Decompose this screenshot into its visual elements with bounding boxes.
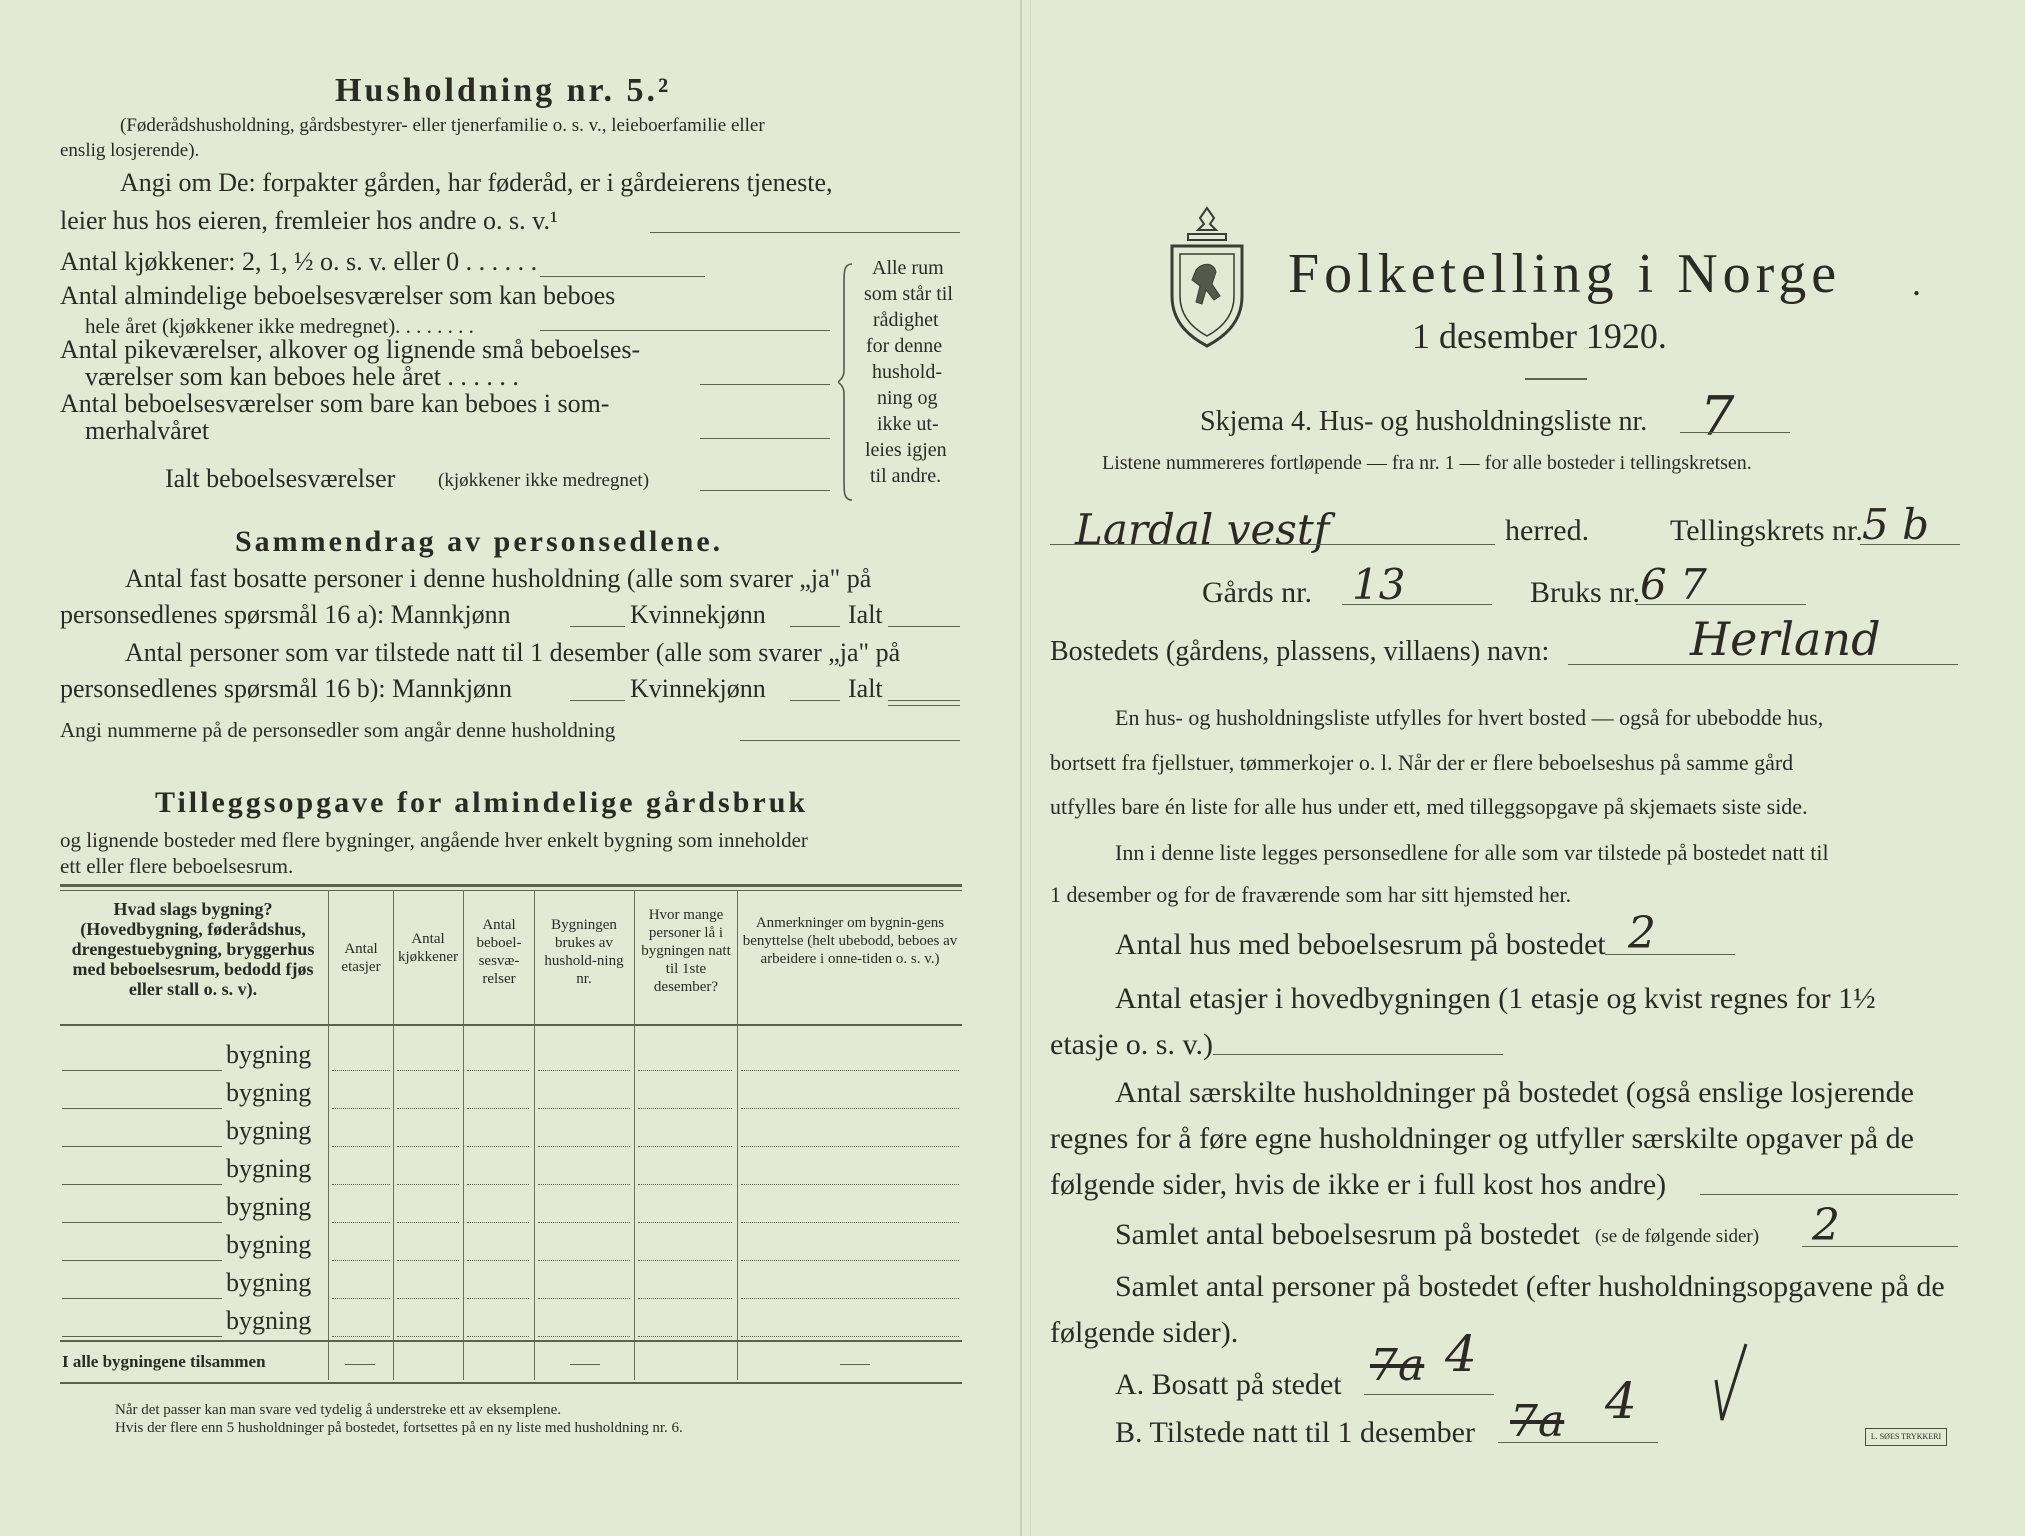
- almindelige-line: [540, 330, 830, 331]
- bracket-text-1: Alle rum: [872, 257, 944, 279]
- bosted-label: Bostedets (gårdens, plassens, villaens) navn:: [1050, 636, 1550, 667]
- kjokkener-line: [540, 276, 705, 277]
- samlet-rum-note: (se de følgende sider): [1595, 1226, 1760, 1247]
- table-cell-line: [397, 1260, 459, 1261]
- table-row-blank: [62, 1222, 222, 1223]
- table-row-blank: [62, 1146, 222, 1147]
- table-cell-line: [467, 1336, 529, 1337]
- skjema-line: [1680, 432, 1790, 433]
- fast-ialt-label: Ialt: [848, 600, 883, 629]
- tilstede-value: 4: [1605, 1372, 1637, 1430]
- saerskilte-line: [1700, 1194, 1958, 1195]
- p1-line3: utfylles bare én liste for alle hus under ett, med tilleggsopgave på skjemaets siste side.: [1050, 794, 1808, 819]
- footnote-2: Hvis der flere enn 5 husholdninger på bostedet, fortsettes på en ny liste med husholdning nr. 6.: [115, 1420, 683, 1436]
- table-row-label: bygning: [226, 1306, 312, 1335]
- check-mark-icon: [1712, 1340, 1752, 1430]
- ialt-label: Ialt beboelsesværelser: [165, 464, 396, 493]
- skjema-value: 7: [1700, 385, 1735, 448]
- ialt-line: [700, 490, 830, 491]
- table-row-label: bygning: [226, 1192, 312, 1221]
- fast-ialt-line: [888, 626, 960, 627]
- pike-line1: Antal pikeværelser, alkover og lignende små beboelses-: [60, 335, 641, 364]
- coat-of-arms-icon: [1162, 200, 1252, 350]
- bracket-text-4: for denne: [866, 335, 943, 357]
- samlet-rum-line: [1802, 1246, 1958, 1247]
- table-row-label: bygning: [226, 1078, 312, 1107]
- table-cell-line: [741, 1222, 959, 1223]
- table-cell-line: [538, 1070, 630, 1071]
- fast-kvinne-label: Kvinnekjønn: [630, 600, 766, 629]
- household-note-line1: (Føderådshusholdning, gårdsbestyrer- eller tjenerfamilie o. s. v., leieboerfamilie eller: [120, 115, 765, 136]
- bracket-text-3: rådighet: [873, 309, 939, 331]
- table-cell-line: [467, 1222, 529, 1223]
- bracket-text-7: ikke ut-: [877, 413, 939, 435]
- bosted-line: [1568, 664, 1958, 665]
- table-cell-line: [397, 1184, 459, 1185]
- tilstede-line1: Antal personer som var tilstede natt til 1 desember (alle som svarer „ja" på: [125, 638, 901, 667]
- ialt-note: (kjøkkener ikke medregnet): [438, 470, 650, 491]
- title-dot: .: [1912, 263, 1921, 303]
- sommer-line: [700, 438, 830, 439]
- table-cell-line: [638, 1108, 732, 1109]
- table-cell-line: [538, 1108, 630, 1109]
- sammendrag-title: Sammendrag av personsedlene.: [235, 525, 724, 558]
- table-cell-line: [538, 1222, 630, 1223]
- col-divider-6: [737, 890, 738, 1380]
- table-row-label: bygning: [226, 1154, 312, 1183]
- saerskilte-line2: regnes for å føre egne husholdninger og utfyller særskilte opgaver på de: [1050, 1122, 1914, 1155]
- census-title: Folketelling i Norge: [1288, 243, 1842, 305]
- table-cell-line: [741, 1298, 959, 1299]
- bracket-brace: [838, 262, 858, 502]
- table-cell-line: [397, 1336, 459, 1337]
- table-cell-line: [638, 1146, 732, 1147]
- fast-line2: personsedlenes spørsmål 16 a): Mannkjønn: [60, 600, 511, 629]
- col-divider-2: [393, 890, 394, 1380]
- header-beboelsesvaerelser: Antal beboel-sesvæ-relser: [476, 917, 522, 987]
- tilstede-struck: 7a: [1510, 1396, 1565, 1447]
- bruks-line: [1636, 604, 1806, 605]
- pike-line2: værelser som kan beboes hele året . . . . . .: [85, 362, 519, 391]
- skjema-label: Skjema 4. Hus- og husholdningsliste nr.: [1200, 406, 1648, 437]
- table-total-rule: [60, 1340, 962, 1342]
- tilstede-ialt-line-double: [888, 705, 960, 706]
- fast-kvinne-line: [790, 626, 840, 627]
- table-cell-line: [741, 1070, 959, 1071]
- header-building-type-text: Hvad slags bygning? (Hovedbygning, føderådshus, drengestuebygning, bryggerhus med beboelsesrum, bedodd fjøs eller stall o. s. v).: [71, 899, 315, 999]
- table-cell-line: [638, 1336, 732, 1337]
- table-bottom-rule: [60, 1382, 962, 1384]
- table-cell-line: [741, 1336, 959, 1337]
- table-row-blank: [62, 1184, 222, 1185]
- table-cell-line: [638, 1260, 732, 1261]
- table-cell-line: [538, 1260, 630, 1261]
- saerskilte-line1: Antal særskilte husholdninger på bostedet (også enslige losjerende: [1115, 1076, 1914, 1109]
- antal-hus-label: Antal hus med beboelsesrum på bostedet: [1115, 928, 1606, 961]
- header-kjokkener: Antal kjøkkener: [398, 931, 458, 965]
- table-cell-line: [538, 1146, 630, 1147]
- table-cell-line: [332, 1184, 390, 1185]
- table-header-rule: [60, 1024, 962, 1026]
- col-divider-5: [634, 890, 635, 1380]
- angi-line1: Angi om De: forpakter gården, har føderåd, er i gårdeierens tjeneste,: [120, 168, 833, 197]
- bosatt-label: A. Bosatt på stedet: [1115, 1368, 1342, 1401]
- table-cell-line: [332, 1070, 390, 1071]
- table-cell-line: [638, 1222, 732, 1223]
- nummerne-label: Angi nummerne på de personsedler som angår denne husholdning: [60, 718, 616, 742]
- col-divider-3: [463, 890, 464, 1380]
- table-top-rule: [60, 884, 962, 887]
- printer-stamp: L. SØES TRYKKERI: [1865, 1428, 1947, 1446]
- table-cell-line: [741, 1108, 959, 1109]
- table-cell-line: [467, 1070, 529, 1071]
- bosted-value: Herland: [1690, 612, 1881, 666]
- table-cell-line: [332, 1108, 390, 1109]
- table-row-blank: [62, 1298, 222, 1299]
- sommer-line2: merhalvåret: [85, 416, 210, 445]
- tilstede-ialt-line: [888, 700, 960, 701]
- table-cell-line: [538, 1336, 630, 1337]
- table-cell-line: [332, 1260, 390, 1261]
- title-rule: [1525, 378, 1587, 380]
- almindelige-line2: hele året (kjøkkener ikke medregnet). . . . . . . .: [85, 314, 474, 338]
- table-cell-line: [741, 1184, 959, 1185]
- header-anmerkninger: Anmerkninger om bygnin-gens benyttelse (helt ubebodd, beboes av arbeidere i onne-tiden o. s. v.): [742, 915, 958, 967]
- bruks-value: 6 7: [1640, 560, 1707, 609]
- bosatt-struck: 7a: [1370, 1340, 1425, 1391]
- p2-line2: 1 desember og for de fraværende som har sitt hjemsted her.: [1050, 882, 1572, 907]
- tillegg-title: Tilleggsopgave for almindelige gårdsbruk: [155, 786, 809, 819]
- table-row-label: bygning: [226, 1268, 312, 1297]
- gards-value: 13: [1352, 560, 1406, 609]
- table-cell-line: [397, 1222, 459, 1223]
- header-building-type: [62, 900, 324, 1000]
- table-row-blank: [62, 1108, 222, 1109]
- total-dash-3: [840, 1364, 870, 1365]
- table-cell-line: [332, 1336, 390, 1337]
- tilstede-line: [1498, 1442, 1658, 1443]
- etasjer-line: [1213, 1054, 1503, 1055]
- page-fold-shadow: [1030, 0, 1031, 1536]
- table-row-blank: [62, 1260, 222, 1261]
- samlet-pers-line2: følgende sider).: [1050, 1316, 1239, 1349]
- tellingskrets-value: 5 b: [1862, 500, 1929, 549]
- table-cell-line: [467, 1298, 529, 1299]
- table-cell-line: [397, 1108, 459, 1109]
- table-row-blank: [62, 1070, 222, 1071]
- footnote-1: Når det passer kan man svare ved tydelig å understreke ett av eksemplene.: [115, 1402, 562, 1418]
- herred-line: [1050, 544, 1495, 545]
- header-husholdning: Bygningen brukes av hushold-ning nr.: [544, 917, 624, 987]
- bracket-text-9: til andre.: [870, 465, 942, 487]
- table-cell-line: [638, 1298, 732, 1299]
- total-dash-2: [570, 1364, 600, 1365]
- bracket-text-2: som står til: [864, 283, 953, 305]
- antal-hus-value: 2: [1628, 908, 1656, 959]
- tellingskrets-line: [1860, 544, 1960, 545]
- angi-line2: leier hus hos eieren, fremleier hos andre o. s. v.¹: [60, 206, 558, 235]
- header-etasjer: Antal etasjer: [341, 941, 381, 975]
- etasjer-line1: Antal etasjer i hovedbygningen (1 etasje og kvist regnes for 1½: [1115, 982, 1876, 1015]
- bosatt-line: [1364, 1394, 1494, 1395]
- table-cell-line: [741, 1146, 959, 1147]
- samlet-rum-value: 2: [1812, 1200, 1840, 1251]
- gards-label: Gårds nr.: [1202, 576, 1312, 609]
- tillegg-line2: ett eller flere beboelsesrum.: [60, 854, 294, 878]
- samlet-pers-line1: Samlet antal personer på bostedet (efter husholdningsopgavene på de: [1115, 1270, 1945, 1303]
- total-dash-1: [345, 1364, 375, 1365]
- col-divider-4: [534, 890, 535, 1380]
- tilstede-kvinne-line: [790, 700, 840, 701]
- antal-hus-line: [1605, 954, 1735, 955]
- table-cell-line: [397, 1070, 459, 1071]
- table-row-label: bygning: [226, 1230, 312, 1259]
- col-divider-1: [328, 890, 329, 1380]
- etasjer-line2: etasje o. s. v.): [1050, 1028, 1214, 1061]
- tilstede-kvinne-label: Kvinnekjønn: [630, 674, 766, 703]
- p1-line1: En hus- og husholdningsliste utfylles for hvert bosted — også for ubebodde hus,: [1115, 705, 1824, 730]
- table-cell-line: [467, 1260, 529, 1261]
- header-personer: Hvor mange personer lå i bygningen natt til 1ste desember?: [641, 907, 731, 995]
- bracket-text-5: hushold-: [872, 361, 942, 383]
- census-date: 1 desember 1920.: [1412, 316, 1667, 356]
- table-cell-line: [332, 1298, 390, 1299]
- table-cell-line: [467, 1146, 529, 1147]
- bruks-label: Bruks nr.: [1530, 576, 1641, 609]
- table-cell-line: [332, 1146, 390, 1147]
- table-row-label: bygning: [226, 1116, 312, 1145]
- tilstede-mann-line: [570, 700, 625, 701]
- bracket-text-8: leies igjen: [865, 439, 947, 461]
- table-cell-line: [741, 1260, 959, 1261]
- herred-value: Lardal vestf: [1075, 505, 1330, 554]
- fast-mann-line: [570, 626, 625, 627]
- fast-line1: Antal fast bosatte personer i denne husholdning (alle som svarer „ja" på: [125, 564, 872, 593]
- tellingskrets-label: Tellingskrets nr.: [1670, 514, 1863, 547]
- angi-answer-line: [650, 232, 960, 233]
- table-cell-line: [397, 1298, 459, 1299]
- table-cell-line: [538, 1184, 630, 1185]
- table-cell-line: [332, 1222, 390, 1223]
- samlet-rum-label: Samlet antal beboelsesrum på bostedet: [1115, 1218, 1580, 1251]
- gards-line: [1342, 604, 1492, 605]
- nummerne-line: [740, 740, 960, 741]
- table-cell-line: [467, 1184, 529, 1185]
- household-note-line2: enslig losjerende).: [60, 140, 200, 161]
- tilstede-ialt-label: Ialt: [848, 674, 883, 703]
- bosatt-value: 4: [1445, 1325, 1477, 1383]
- herred-label: herred.: [1505, 514, 1590, 547]
- table-cell-line: [638, 1070, 732, 1071]
- p2-line1: Inn i denne liste legges personsedlene for alle som var tilstede på bostedet natt til: [1115, 840, 1829, 865]
- household-title: Husholdning nr. 5.²: [335, 72, 672, 109]
- kjokkener-label: Antal kjøkkener: 2, 1, ½ o. s. v. eller 0 . . . . . .: [60, 247, 538, 276]
- sommer-line1: Antal beboelsesværelser som bare kan beboes i som-: [60, 389, 610, 418]
- page-fold: [1020, 0, 1022, 1536]
- tilstede-line2: personsedlenes spørsmål 16 b): Mannkjønn: [60, 674, 513, 703]
- table-top-rule-2: [60, 890, 962, 891]
- table-cell-line: [638, 1184, 732, 1185]
- tilstede-label: B. Tilstede natt til 1 desember: [1115, 1416, 1475, 1449]
- tillegg-line1: og lignende bosteder med flere bygninger, angående hver enkelt bygning som inneholder: [60, 828, 808, 852]
- p1-line2: bortsett fra fjellstuer, tømmerkojer o. l. Når der er flere beboelseshus på samme gård: [1050, 750, 1794, 775]
- listene-note: Listene nummereres fortløpende — fra nr. 1 — for alle bosteder i tellingskretsen.: [1102, 452, 1752, 474]
- pike-line: [700, 384, 830, 385]
- total-label: I alle bygningene tilsammen: [62, 1352, 266, 1371]
- table-cell-line: [538, 1298, 630, 1299]
- bracket-text-6: ning og: [877, 387, 938, 409]
- table-cell-line: [467, 1108, 529, 1109]
- saerskilte-line3: følgende sider, hvis de ikke er i full kost hos andre): [1050, 1168, 1667, 1201]
- table-row-label: bygning: [226, 1040, 312, 1069]
- almindelige-line1: Antal almindelige beboelsesværelser som kan beboes: [60, 281, 616, 310]
- table-row-blank: [62, 1336, 222, 1337]
- table-cell-line: [397, 1146, 459, 1147]
